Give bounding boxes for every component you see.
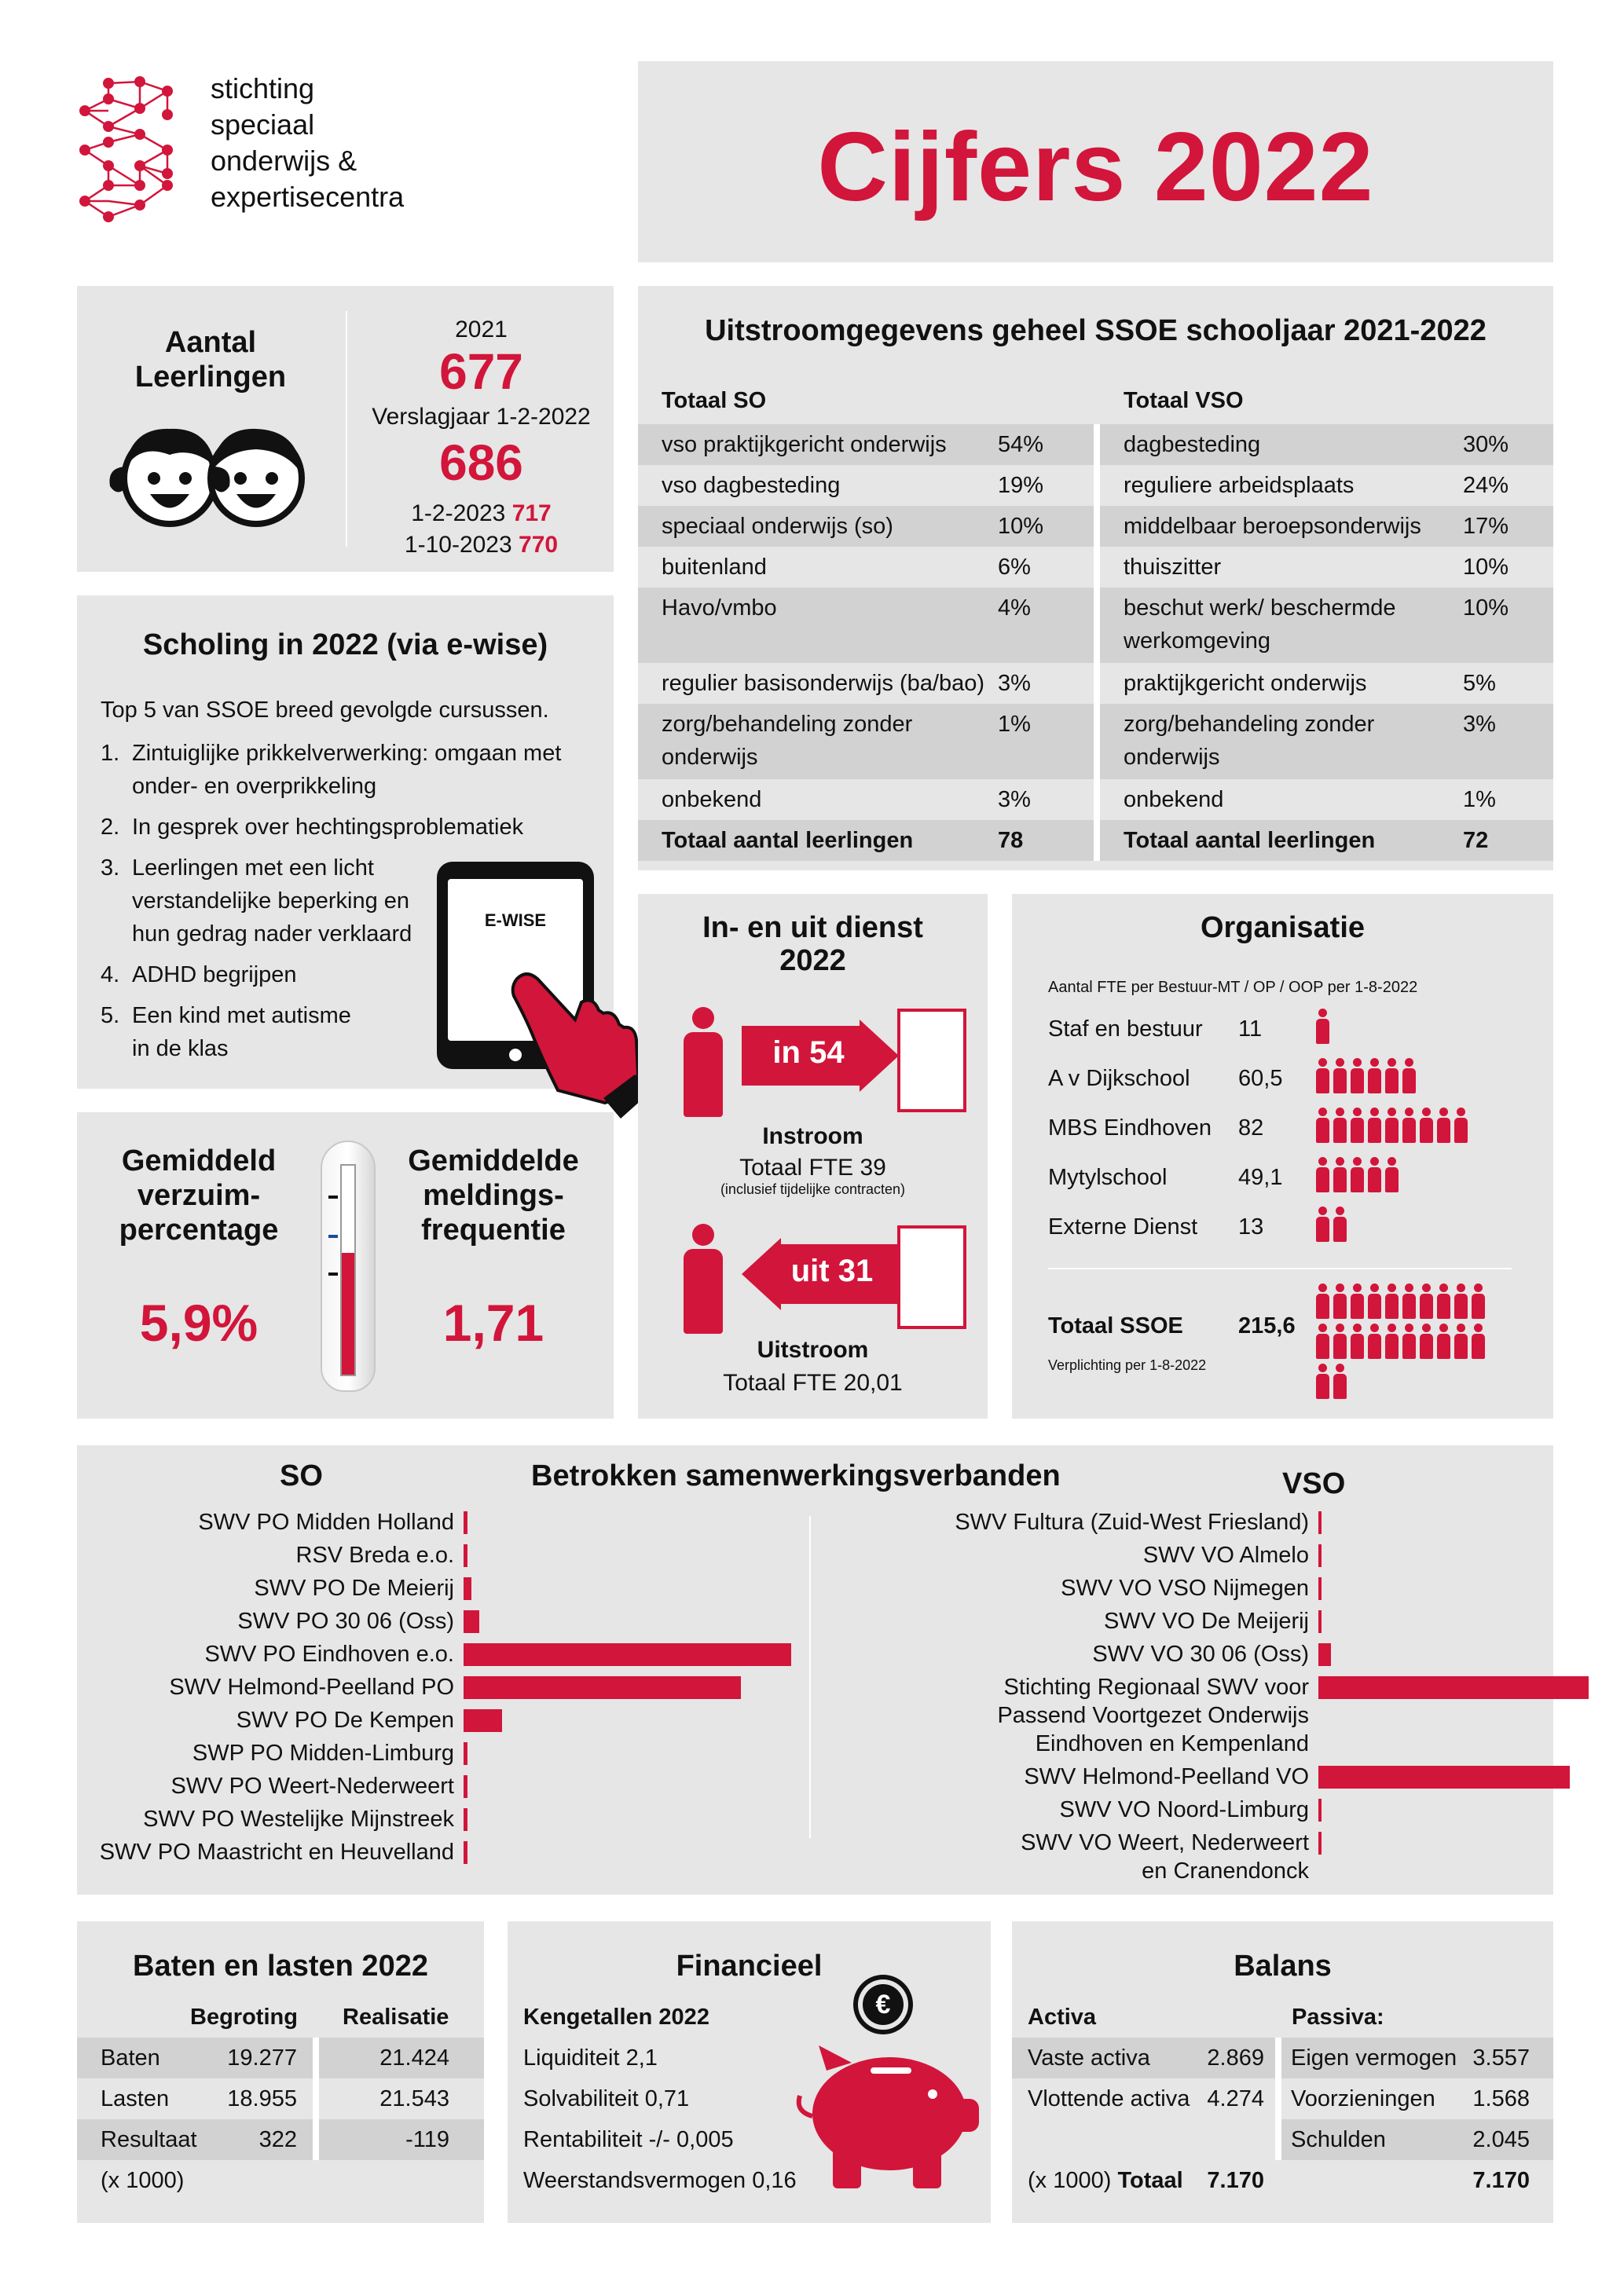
list-item [1048,1053,1535,1100]
bar [464,1742,467,1765]
date-1-label: 1-2-2023 [411,500,506,526]
person-icon [684,1224,723,1334]
list-item: 5. Een kind met autisme in de klas [101,1003,351,1061]
person-icon [1384,1157,1399,1193]
coin-icon: € [853,1975,913,2034]
vso-row-value: 17% [1463,514,1509,539]
so-row-label: vso praktijkgericht onderwijs [662,432,947,457]
vso-row-value: 10% [1463,555,1509,580]
person-icon [1402,1108,1416,1144]
swv-so-chart [77,1508,808,1877]
person-icon [1315,1207,1329,1243]
uitstroom-panel [638,286,1553,870]
verslagjaar-value: 686 [439,434,523,491]
person-icon [1367,1324,1381,1360]
person-icon [1402,1058,1416,1094]
logo-line: stichting [211,72,315,104]
piggy-bank-icon [795,2039,984,2196]
leerlingen-title: Leerlingen [134,361,287,394]
meldings-title: Gemiddelde [408,1144,579,1177]
col-begroting: Begroting [190,2005,298,2030]
so-total-label: Totaal aantal leerlingen [662,828,914,853]
bar-label: SWV PO Midden Holland [198,1510,454,1535]
person-icon [1384,1324,1399,1360]
org-person-icons [1315,1009,1333,1049]
bar [464,1841,467,1864]
bar-label: SWV VO Noord-Limburg [1059,1797,1309,1822]
person-icon [1471,1324,1485,1360]
so-row-value: 1% [998,712,1031,737]
so-row-value: 54% [998,432,1044,457]
meldings-title: meldings- [423,1179,564,1212]
person-icon [1419,1324,1433,1360]
organisatie-note: Verplichting per 1-8-2022 [1048,1357,1207,1373]
so-row-value: 3% [998,787,1031,812]
so-row-label: buitenland [662,555,767,580]
person-icon [1454,1108,1468,1144]
bar [1318,1544,1322,1567]
meldings-value: 1,71 [442,1294,544,1352]
balans-panel: Balans Activa Passiva: Vaste activa 2.869 Vlottende activa 4.274 Eigen vermogen 3.557 Voorzieningen 1.568 Schulden 2.045 (x 1000) Totaal 7.170 7.170 [1012,1921,1553,2223]
bar [464,1808,467,1831]
swv-so-title: SO [280,1459,323,1492]
organisatie-subtitle: Aantal FTE per Bestuur-MT / OP / OOP per 1-8-2022 [1048,979,1418,996]
bar [464,1643,791,1666]
bar [1318,1511,1322,1534]
person-icon [1471,1283,1485,1320]
person-icon [1333,1108,1347,1144]
scholing-title: Scholing in 2022 (via e-wise) [142,628,548,661]
bar-label: SWV VO 30 06 (Oss) [1092,1642,1309,1667]
verzuim-title: percentage [119,1214,279,1247]
logo-line: expertisecentra [211,181,405,213]
list-item: 3. Leerlingen met een licht verstandelijke beperking en hun gedrag nader verklaard [101,855,412,947]
org-value: 49,1 [1238,1165,1283,1190]
thermometer-icon [321,1141,376,1392]
so-total-value: 78 [998,828,1024,853]
baten-panel: Baten en lasten 2022 Begroting Realisatie Baten 19.277 21.424 Lasten 18.955 21.543 Resultaat 322 -119 (x 1000) [77,1921,484,2223]
logo-line: speciaal [211,108,315,141]
balans-title: Balans [1234,1950,1332,1983]
list-item: 1. Zintuiglijke prikkelverwerking: omgaan met onder- en overprikkeling [101,741,562,799]
bar-label: RSV Breda e.o. [295,1543,454,1568]
person-icon [1333,1364,1347,1400]
person-icon [1350,1108,1364,1144]
person-icon [1454,1324,1468,1360]
verslagjaar-label: Verslagjaar 1-2-2022 [372,404,591,430]
person-icon [1315,1324,1329,1360]
vso-header: Totaal VSO [1124,388,1244,413]
activa-header: Activa [1028,2005,1097,2030]
leerlingen-panel [77,286,614,572]
door-icon [897,1009,966,1112]
org-value: 13 [1238,1214,1264,1240]
so-row-value: 4% [998,595,1031,621]
bar [1318,1832,1322,1855]
person-icon [1350,1058,1364,1094]
bar-label: SWV PO De Meierij [254,1576,454,1601]
person-icon [1419,1108,1433,1144]
bar [464,1676,741,1699]
person-icon [1333,1283,1347,1320]
bar [464,1610,479,1633]
in-arrow-icon [742,1020,899,1092]
vso-total-label: Totaal aantal leerlingen [1124,828,1376,853]
dienst-title: 2022 [779,944,846,977]
person-icon [684,1007,723,1117]
person-icon [1350,1157,1364,1193]
person-icon [1315,1058,1329,1094]
person-icon [1436,1324,1450,1360]
organisatie-title: Organisatie [1200,911,1366,944]
scholing-intro: Top 5 van SSOE breed gevolgde cursussen. [101,698,549,723]
bar [1318,1610,1322,1633]
list-item [1048,1004,1535,1051]
person-icon [1419,1283,1433,1320]
person-icon [1384,1108,1399,1144]
vso-row-value: 24% [1463,473,1509,498]
person-icon [1436,1108,1450,1144]
organisatie-total-label: Totaal SSOE [1048,1313,1183,1338]
swv-panel [77,1445,1553,1895]
bar [464,1511,467,1534]
children-faces-icon [107,412,315,537]
logo-mark-icon [77,75,203,225]
bar-label: SWV PO De Kempen [236,1708,454,1733]
dienst-title: In- en uit dienst [702,911,923,944]
person-icon [1333,1058,1347,1094]
so-row-label: onbekend [662,787,762,812]
org-label: Staf en bestuur [1048,1016,1203,1042]
vso-row-label: dagbesteding [1124,432,1261,457]
instroom-title: Instroom [762,1123,863,1149]
so-row-label: zorg/behandeling zonder onderwijs [662,712,913,770]
verzuim-title: Gemiddeld [121,1144,277,1177]
vso-row-value: 10% [1463,595,1509,621]
person-icon [1350,1324,1364,1360]
so-row-label: Havo/vmbo [662,595,777,621]
bar-label: SWV PO 30 06 (Oss) [237,1609,454,1634]
org-label: A v Dijkschool [1048,1066,1190,1091]
bar-label: SWV VO Almelo [1142,1543,1309,1568]
vso-row-label: praktijkgericht onderwijs [1124,671,1367,696]
bar-label: SWV PO Eindhoven e.o. [204,1642,454,1667]
vso-row-value: 30% [1463,432,1509,457]
financieel-title: Financieel [676,1950,823,1983]
so-row-value: 6% [998,555,1031,580]
org-value: 11 [1238,1016,1263,1042]
bar [1318,1766,1570,1789]
vso-row-label: zorg/behandeling zonder onderwijs [1124,712,1375,770]
person-icon [1367,1108,1381,1144]
person-icon [1315,1009,1329,1045]
swv-title: Betrokken samenwerkingsverbanden [531,1459,1061,1492]
value-2021: 677 [439,343,523,400]
date-1-value: 717 [511,500,552,526]
org-label: MBS Eindhoven [1048,1115,1212,1141]
person-icon [1315,1283,1329,1320]
bar-label: Stichting Regionaal SWV voor Passend Voortgezet Onderwijs Eindhoven en Kempenland [997,1675,1309,1756]
door-icon [897,1225,966,1329]
dienst-panel [638,894,988,1419]
org-person-icons [1315,1058,1419,1098]
list-item [1048,1202,1535,1249]
person-icon [1367,1283,1381,1320]
uitstroom-table [638,424,1553,853]
bar-label: SWP PO Midden-Limburg [192,1741,454,1766]
verzuim-panel [77,1112,614,1419]
organisatie-total-icons [1315,1283,1488,1404]
list-item: 2. In gesprek over hechtingsproblematiek [101,815,524,840]
person-icon [1315,1157,1329,1193]
title-panel [638,61,1553,262]
bar-label: SWV PO Maastricht en Heuvelland [99,1840,454,1865]
swv-vso-title: VSO [1282,1467,1346,1500]
person-icon [1333,1324,1347,1360]
out-label: uit 31 [790,1254,874,1288]
organisatie-panel [1012,894,1553,1419]
date-2-label: 1-10-2023 [404,532,512,558]
passiva-header: Passiva: [1292,2005,1384,2030]
meldings-title: frequentie [421,1214,566,1247]
bar [464,1709,502,1732]
vso-row-label: onbekend [1124,787,1224,812]
person-icon [1384,1283,1399,1320]
so-row-value: 19% [998,473,1044,498]
kengetal: Solvabiliteit 0,71 [523,2086,690,2111]
bar-label: SWV Helmond-Peelland PO [169,1675,454,1700]
verzuim-value: 5,9% [139,1294,258,1352]
date-2-value: 770 [519,532,559,558]
bar-label: SWV PO Westelijke Mijnstreek [143,1807,454,1832]
bar-label: SWV VO De Meijerij [1103,1609,1309,1634]
vso-row-label: beschut werk/ beschermde werkomgeving [1124,595,1396,654]
financieel-panel [508,1921,991,2223]
bar [1318,1643,1331,1666]
bar [464,1775,467,1798]
kengetal: Liquiditeit 2,1 [523,2045,658,2071]
bar-label: SWV VO Weert, Nederweert en Cranendonck [1021,1830,1309,1884]
person-icon [1436,1283,1450,1320]
bar-label: SWV Fultura (Zuid-West Friesland) [955,1510,1309,1535]
vso-row-value: 1% [1463,787,1496,812]
vso-total-value: 72 [1463,828,1489,853]
org-label: Mytylschool [1048,1165,1168,1190]
column-divider [1094,424,1100,861]
so-row-label: vso dagbesteding [662,473,841,498]
so-header: Totaal SO [662,388,767,413]
person-icon [1333,1157,1347,1193]
bar-label: SWV Helmond-Peelland VO [1024,1764,1309,1789]
person-icon [1350,1283,1364,1320]
in-label: in 54 [772,1035,845,1070]
baten-note: (x 1000) [101,2168,185,2193]
bar-label: SWV VO VSO Nijmegen [1061,1576,1309,1601]
kengetal: Weerstandsvermogen 0,16 [523,2168,797,2193]
page-title: Cijfers 2022 [817,113,1374,222]
logo [77,71,454,228]
vso-row-value: 5% [1463,671,1496,696]
phone-label: E-WISE [484,910,547,930]
person-icon [1454,1283,1468,1320]
vso-row-label: middelbaar beroepsonderwijs [1124,514,1421,539]
person-icon [1402,1324,1416,1360]
so-row-label: speciaal onderwijs (so) [662,514,893,539]
organisatie-total-value: 215,6 [1238,1313,1296,1338]
uitstroom-title-label: Uitstroom [757,1337,869,1363]
org-person-icons [1315,1157,1402,1197]
bar [464,1544,467,1567]
so-row-label: regulier basisonderwijs (ba/bao) [662,671,985,696]
col-realisatie: Realisatie [343,2005,449,2030]
org-label: Externe Dienst [1048,1214,1198,1240]
leerlingen-title: Aantal [164,326,257,359]
person-icon [1333,1207,1347,1243]
person-icon [1315,1364,1329,1400]
org-value: 60,5 [1238,1066,1283,1091]
uitstroom-title: Uitstroomgegevens geheel SSOE schooljaar 2021-2022 [705,314,1487,347]
so-row-value: 10% [998,514,1044,539]
vso-row-label: reguliere arbeidsplaats [1124,473,1355,498]
kengetal: Rentabiliteit -/- 0,005 [523,2127,734,2152]
person-icon [1367,1157,1381,1193]
bar [1318,1799,1322,1822]
baten-title: Baten en lasten 2022 [133,1950,428,1983]
out-arrow-icon [742,1238,899,1310]
bar [464,1577,471,1600]
list-item: 4. ADHD begrijpen [101,962,297,987]
list-item [1048,1103,1535,1150]
verzuim-title: verzuim- [137,1179,261,1212]
list-item [1048,1152,1535,1199]
vso-row-label: thuiszitter [1124,555,1222,580]
vso-row-value: 3% [1463,712,1496,737]
person-icon [1367,1058,1381,1094]
org-person-icons [1315,1207,1350,1247]
bar [1318,1676,1589,1699]
uitstroom-fte: Totaal FTE 20,01 [723,1370,903,1396]
bar-label: SWV PO Weert-Nederweert [170,1774,454,1799]
swv-vso-chart [816,1508,1546,1884]
year-2021-label: 2021 [455,317,508,342]
instroom-fte: Totaal FTE 39 [739,1155,886,1181]
bar [1318,1577,1322,1600]
logo-line: onderwijs & [211,145,357,177]
financieel-subtitle: Kengetallen 2022 [523,2005,709,2030]
person-icon [1315,1108,1329,1144]
org-value: 82 [1238,1115,1264,1141]
person-icon [1384,1058,1399,1094]
org-person-icons [1315,1108,1471,1148]
person-icon [1402,1283,1416,1320]
so-row-value: 3% [998,671,1031,696]
instroom-note: (inclusief tijdelijke contracten) [720,1181,906,1197]
